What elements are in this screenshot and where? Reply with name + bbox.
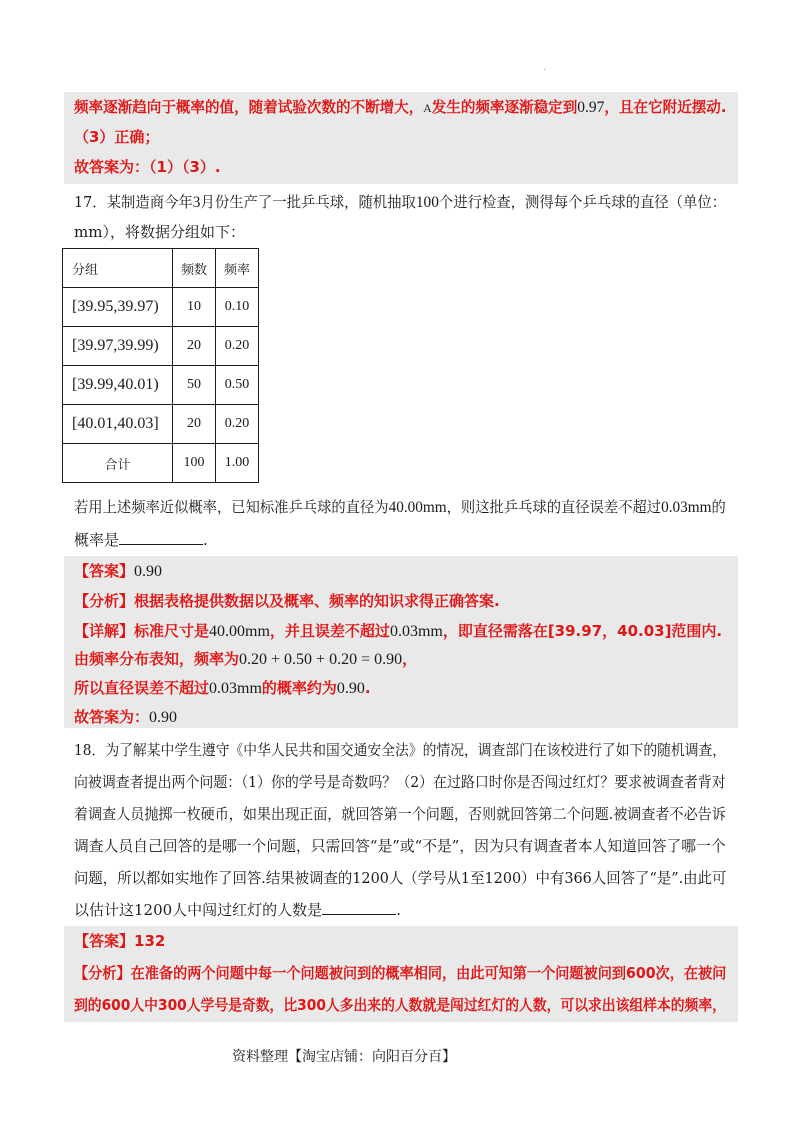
q18-analysis-line-1: 【分析】在准备的两个问题中每一个问题被问到的概率相同，由此可知第一个问题被问到600次，在被问 xyxy=(74,964,727,982)
q17-analysis: 【分析】根据表格提供数据以及概率、频率的知识求得正确答案. xyxy=(74,592,500,610)
q17-question-line-1: 若用上述频率近似概率，已知标准乒乓球的直径为40.00mm，则这批乒乓球的直径误差不超过0.03mm的 xyxy=(74,498,726,516)
q17-stem-line-2: mm），将数据分组如下： xyxy=(74,223,245,241)
table-header-row xyxy=(63,249,259,288)
table-cell-count: 10 xyxy=(173,288,216,327)
table-row xyxy=(63,405,259,444)
table-cell-group: [40.01,40.03] xyxy=(63,405,173,444)
table-cell-freq: 0.10 xyxy=(216,288,259,327)
table-cell-count: 100 xyxy=(173,444,216,483)
q18-analysis-line-2: 到的600人中300人学号是奇数，比300人多出来的人数就是闯过红灯的人数，可以求出该组样本的频率， xyxy=(74,996,726,1014)
q18-stem-line: 着调查人员抛掷一枚硬币，如果出现正面，就回答第一个问题，否则就回答第二个问题.被调查者不必告诉 xyxy=(74,805,726,823)
table-row xyxy=(63,327,259,366)
page-footer: 资料整理【淘宝店铺：向阳百分百】 xyxy=(232,1049,456,1065)
table-cell-count: 20 xyxy=(173,405,216,444)
frequency-table xyxy=(62,248,259,483)
q17-final-answer: 故答案为：0.90 xyxy=(74,708,178,726)
table-cell-freq: 0.20 xyxy=(216,327,259,366)
table-cell-freq: 1.00 xyxy=(216,444,259,483)
q18-stem-line: 调查人员自己回答的是哪一个问题，只需回答“是”或“不是”，因为只有调查者本人知道回答了哪一个 xyxy=(74,837,726,855)
q17-conclusion: 所以直径误差不超过0.03mm的概率约为0.90. xyxy=(74,679,371,697)
continuation-final-answer: 故答案为：（1）（3）. xyxy=(74,158,221,176)
table-row xyxy=(63,288,259,327)
table-header-cell: 频率 xyxy=(216,249,259,288)
table-cell-group: [39.95,39.97) xyxy=(63,288,173,327)
answer-blank xyxy=(322,900,396,915)
table-cell-group: [39.99,40.01) xyxy=(63,366,173,405)
q18-stem-last-line: 以估计这1200人中闯过红灯的人数是 . xyxy=(74,901,401,919)
q17-answer: 【答案】0.90 xyxy=(74,562,163,580)
table-cell-freq: 0.20 xyxy=(216,405,259,444)
answer-blank xyxy=(119,530,203,545)
q17-question-line-2: 概率是 . xyxy=(74,531,208,549)
q18-stem-line: 问题，所以都如实地作了回答.结果被调查的1200人（学号从1至1200）中有366人回答了“是”.由此可 xyxy=(74,869,727,887)
header-mark: . xyxy=(543,62,547,73)
table-cell-total-label: 合计 xyxy=(63,444,173,483)
q18-stem-line: 18．为了解某中学生遵守《中华人民共和国交通安全法》的情况，调查部门在该校进行了如下的随机调查， xyxy=(74,741,727,759)
q17-calculation: 由频率分布表知，频率为0.20 + 0.50 + 0.20 = 0.90， xyxy=(74,650,418,668)
table-cell-group: [39.97,39.99) xyxy=(63,327,173,366)
continuation-line-1: 频率逐渐趋向于概率的值，随着试验次数的不断增大，A发生的频率逐渐稳定到0.97，且在它附近摆动. xyxy=(74,98,727,116)
table-header-cell: 频数 xyxy=(173,249,216,288)
table-cell-count: 20 xyxy=(173,327,216,366)
event-symbol: A xyxy=(423,101,432,115)
table-total-row xyxy=(63,444,259,483)
q18-stem-line: 向被调查者提出两个问题：（1）你的学号是奇数吗？（2）在过路口时你是否闯过红灯？要求被调查者背对 xyxy=(74,773,726,791)
q18-answer: 【答案】132 xyxy=(74,932,166,950)
table-header-cell: 分组 xyxy=(63,249,173,288)
q17-stem-line-1: 17．某制造商今年3月份生产了一批乒乓球，随机抽取100个进行检查，测得每个乒乓球的直径（单位： xyxy=(74,193,727,211)
table-cell-freq: 0.50 xyxy=(216,366,259,405)
continuation-line-2: （3）正确； xyxy=(74,128,160,146)
table-row xyxy=(63,366,259,405)
table-cell-count: 50 xyxy=(173,366,216,405)
q17-detail: 【详解】标准尺寸是40.00mm，并且误差不超过0.03mm，即直径需落在[39.97，40.03]范围内. xyxy=(74,622,723,640)
